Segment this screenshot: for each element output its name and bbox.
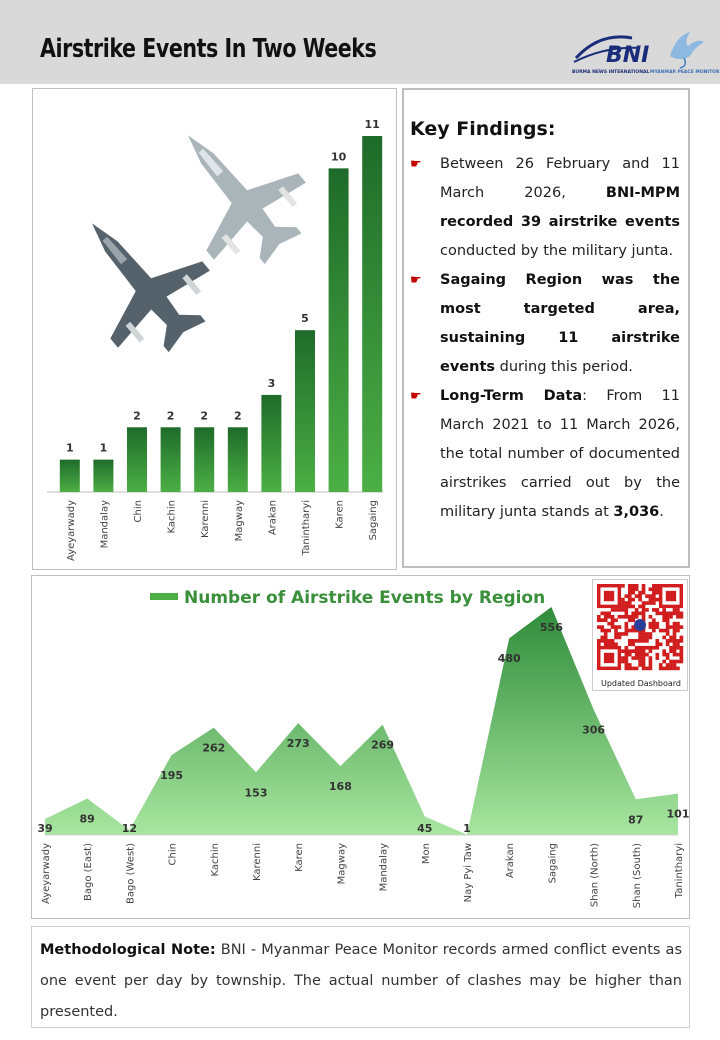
area-category-label: Arakan [505,843,517,879]
area-category-label: Shan (North) [589,843,601,908]
page-title: Airstrike Events In Two Weeks [40,34,377,64]
bar-category-label: Arakan [267,500,279,536]
bni-logo-text: BNI [606,43,650,68]
area-value-label: 87 [628,813,644,827]
bar-category-label: Karenni [200,500,212,539]
bar-arakan [261,395,281,492]
key-findings-title: Key Findings: [410,118,556,140]
area-category-label: Karen [294,843,306,872]
key-finding-item: ☛ Between 26 February and 11 March 2026, BNI-MPM recorded 39 airstrike events conducted by the military junta. [410,150,680,266]
bar-value-label: 5 [301,312,309,326]
area-category-label: Tanintharyi [674,843,685,899]
area-value-label: 306 [582,723,606,737]
methodology-note [31,926,690,1028]
bar-chin [127,427,147,492]
bar-kachin [161,427,181,492]
bar-category-label: Magway [233,500,245,542]
area-category-label: Chin [167,843,179,866]
bar-value-label: 2 [200,409,209,423]
area-value-label: 89 [79,812,95,826]
key-findings-panel [402,88,690,568]
area-category-label: Kachin [209,843,221,877]
bar-chart [33,89,398,571]
area-value-label: 45 [417,822,433,835]
key-findings-list [410,150,680,527]
bar-value-label: 2 [166,409,175,423]
area-value-label: 269 [371,738,395,752]
bar-value-label: 2 [133,409,141,423]
bar-magway [228,427,248,492]
area-value-label: 12 [121,822,138,835]
area-value-label: 168 [328,780,352,794]
fighter-jet-icon [46,185,233,376]
qr-code[interactable] [592,579,688,691]
bar-category-label: Tanintharyi [301,500,312,556]
area-category-label: Ayeyarwady [41,843,52,904]
area-category-label: Mandalay [378,843,390,892]
area-category-label: Bago (East) [83,843,95,902]
bar-category-label: Kachin [166,500,178,534]
legend-label: Number of Airstrike Events by Region [184,588,546,608]
pointing-hand-icon: ☛ [410,389,422,404]
bar-value-label: 11 [364,118,380,131]
legend-swatch [150,593,178,600]
bar-category-label: Mandalay [99,500,111,549]
area-category-label: Nay Pyi Taw [463,843,474,903]
bar-value-label: 1 [99,441,108,455]
area-chart-panel [31,575,690,919]
area-category-label: Shan (South) [631,843,643,909]
bar-sagaing [362,136,382,492]
note-body: BNI - Myanmar Peace Monitor records armed conflict events as one event per day by township. The actual number of clashes may be higher than presented. [40,942,682,1020]
bar-category-label: Ayeyarwady [65,500,77,561]
bar-value-label: 3 [267,376,276,390]
fighter-jet-icon [142,97,329,288]
mpm-logo [650,26,720,80]
area-value-label: 480 [497,652,521,666]
bar-value-label: 2 [233,409,242,423]
header-bar [0,0,720,84]
area-series [45,607,678,835]
bar-tanintharyi [295,330,315,492]
bar-value-label: 10 [330,150,347,164]
area-category-label: Magway [336,843,348,885]
bar-karen [329,168,349,492]
area-value-label: 195 [160,769,184,783]
area-category-label: Karenni [252,843,263,882]
pointing-hand-icon: ☛ [410,157,422,172]
mpm-logo-subtitle: MYANMAR PEACE MONITOR [650,70,720,75]
area-value-label: 39 [37,822,53,835]
area-value-label: 101 [666,807,690,821]
area-value-label: 153 [244,786,268,800]
bar-ayeyarwady [60,460,80,492]
bar-category-label: Karen [334,500,346,529]
key-finding-item: ☛ Sagaing Region was the most targeted area, sustaining 11 airstrike events during this period. [410,266,680,382]
qr-label: Updated Dashboard [601,679,681,688]
bni-logo-subtitle: BURMA NEWS INTERNATIONAL [572,70,650,75]
area-value-label: 262 [202,741,226,755]
note-label: Methodological Note: [40,942,216,958]
bni-logo [570,28,654,80]
area-value-label: 556 [539,621,563,634]
bar-value-label: 1 [65,441,74,455]
area-value-label: 273 [286,737,310,751]
bar-karenni [194,427,214,492]
area-value-label: 1 [463,822,471,835]
key-finding-item: ☛ Long-Term Data: From 11 March 2021 to 11 March 2026, the total number of documented airstrikes carried out by the military junta stands at 3,036. [410,382,680,527]
area-category-label: Mon [420,843,432,865]
bar-chart-panel [32,88,397,570]
qr-code-icon [593,580,687,674]
bar-mandalay [93,460,113,492]
bar-category-label: Chin [133,500,144,523]
area-category-label: Bago (West) [125,843,137,905]
dove-icon [654,26,718,70]
note-text [40,935,682,1028]
bni-logo-icon [570,28,654,72]
area-category-label: Sagaing [547,843,559,884]
pointing-hand-icon: ☛ [410,273,422,288]
bar-category-label: Sagaing [368,500,380,541]
